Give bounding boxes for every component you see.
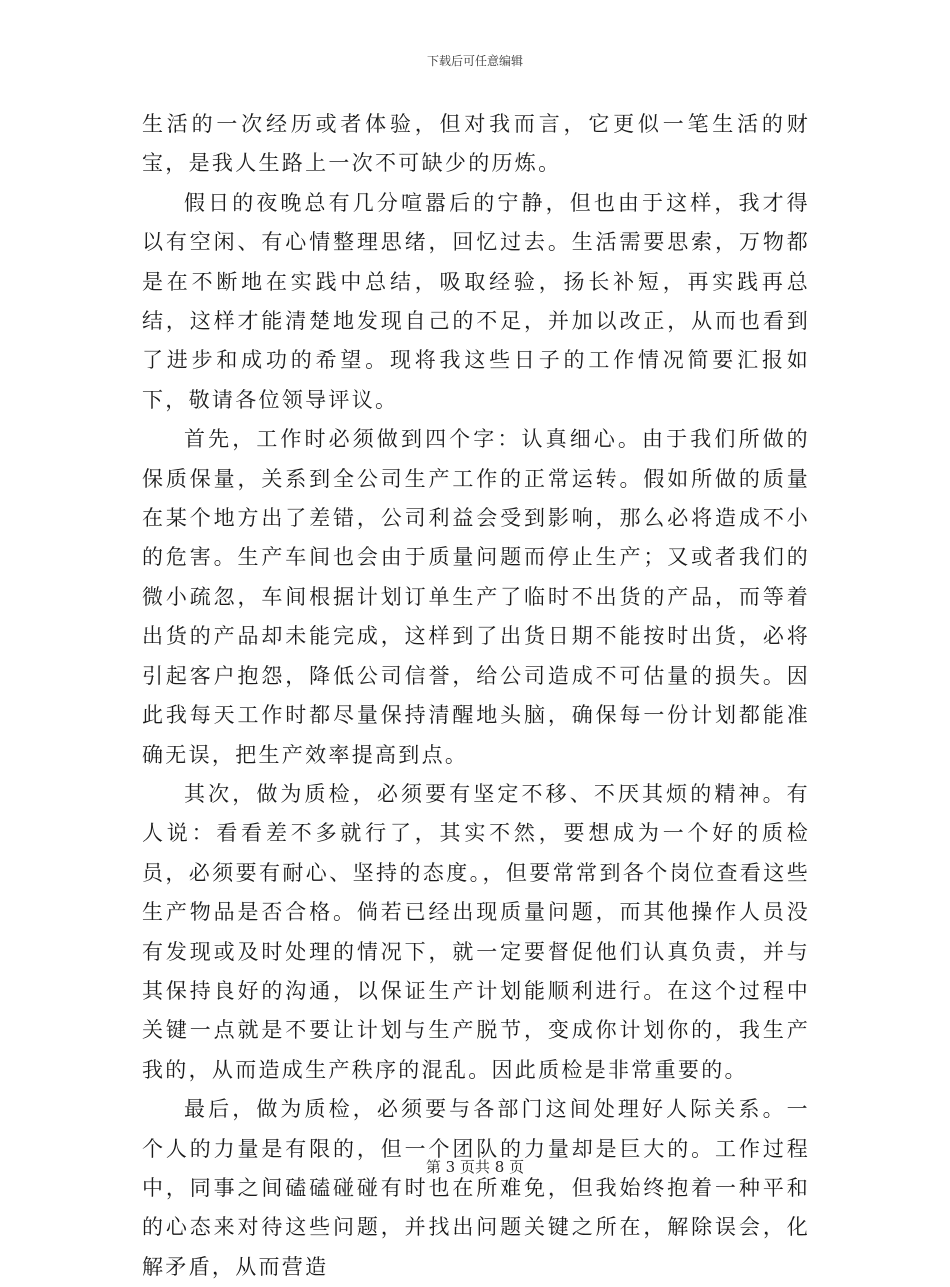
paragraph: 假日的夜晚总有几分喧嚣后的宁静，但也由于这样，我才得以有空闲、有心情整理思绪，回忆过去。生活需要思索，万物都是在不断地在实践中总结，吸取经验，扬长补短，再实践再总结，这样才能清楚地发现自己的不足，并加以改正，从而也看到了进步和成功的希望。现将我这些日子的工作情况简要汇报如下，敬请各位领导评议。	[142, 190, 810, 412]
paragraph: 其次，做为质检，必须要有坚定不移、不厌其烦的精神。有人说：看看差不多就行了，其实不然，要想成为一个好的质检员，必须要有耐心、坚持的态度。，但要常常到各个岗位查看这些生产物品是否合格。倘若已经出现质量问题，而其他操作人员没有发现或及时处理的情况下，就一定要督促他们认真负责，并与其保持良好的沟通，以保证生产计划能顺利进行。在这个过程中关键一点就是不要让计划与生产脱节，变成你计划你的，我生产我的，从而造成生产秩序的混乱。因此质检是非常重要的。	[142, 781, 810, 1082]
document-body	[142, 105, 810, 1287]
paragraph: 首先，工作时必须做到四个字：认真细心。由于我们所做的保质保量，关系到全公司生产工作的正常运转。假如所做的质量在某个地方出了差错，公司利益会受到影响，那么必将造成不小的危害。生产车间也会由于质量问题而停止生产；又或者我们的微小疏忽，车间根据计划订单生产了临时不出货的产品，而等着出货的产品却未能完成，这样到了出货日期不能按时出货，必将引起客户抱怨，降低公司信誉，给公司造成不可估量的损失。因此我每天工作时都尽量保持清醒地头脑，确保每一份计划都能准确无误，把生产效率提高到点。	[142, 427, 810, 767]
paragraph: 最后，做为质检，必须要与各部门这间处理好人际关系。一个人的力量是有限的，但一个团队的力量却是巨大的。工作过程中，同事之间磕磕碰碰有时也在所难免，但我始终抱着一种平和的心态来对待这些问题，并找出问题关键之所在，解除误会，化解矛盾，从而营造	[142, 1097, 810, 1279]
page-footer: 第 3 页共 8 页	[425, 1158, 525, 1176]
page-header: 下载后可任意编辑	[426, 54, 523, 68]
paragraph: 生活的一次经历或者体验，但对我而言，它更似一笔生活的财宝，是我人生路上一次不可缺少的历炼。	[142, 112, 810, 176]
